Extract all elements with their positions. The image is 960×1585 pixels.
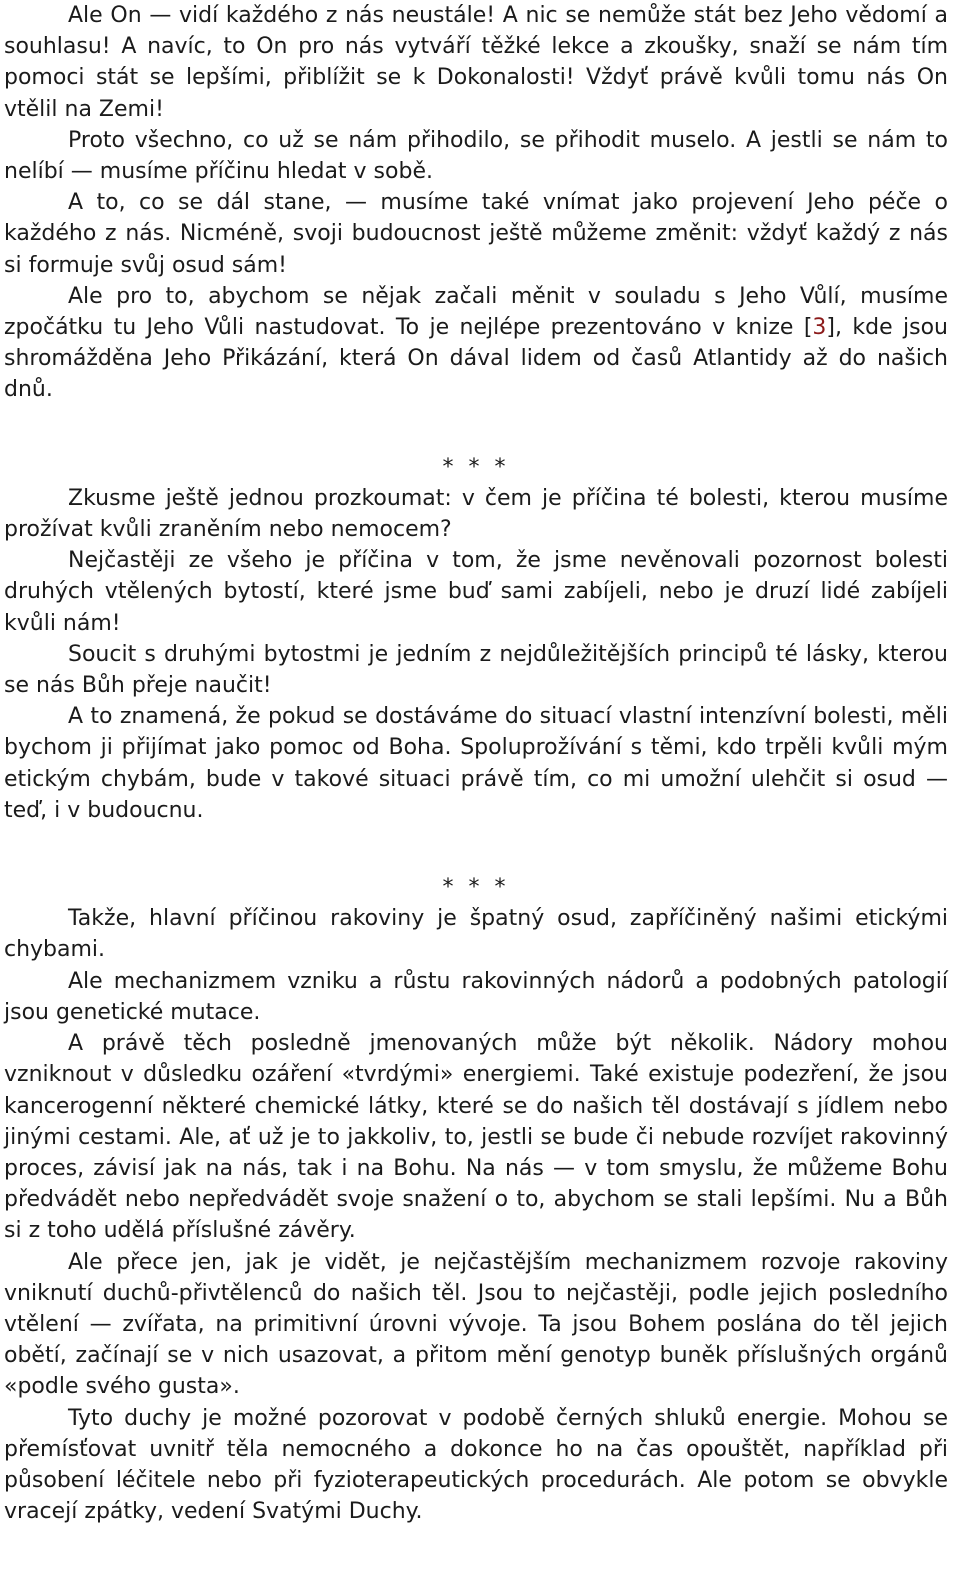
paragraph: Ale On — vidí každého z nás neustále! A nic se nemůže stát bez Jeho vědomí a souhlasu! A navíc, to On pro nás vytváří těžké lekce a zkoušky, snaží se nám tím pomoci stát se lepšími, přiblížit se k Dokonalosti! Vždyť právě kvůli tomu nás On vtělil na Zemi! (4, 3, 948, 122)
paragraph: A to, co se dál stane, — musíme také vnímat jako projevení Jeho péče o každého z nás. Nicméně, svoji budoucnost ještě můžeme změnit: vždyť každý z nás si formuje svůj osud sám! (4, 190, 948, 278)
paragraph: A právě těch posledně jmenovaných může být několik. Nádory mohou vzniknout v důsledku ozáření «tvrdými» energiemi. Také existuje podezření, že jsou kancerogenní některé chemické látky, které se do našich těl dostávají s jídlem nebo jinými cestami. Ale, ať už je to jakkoliv, to, jestli se bude či nebude rozvíjet rakovinný proces, závisí jak na nás, tak i na Bohu. Na nás — v tom smyslu, že můžeme Bohu předvádět nebo nepředvádět svoje snažení o to, abychom se stali lepšími. Nu a Bůh si z toho udělá příslušné závěry. (4, 1031, 948, 1244)
paragraph: Proto všechno, co už se nám přihodilo, se přihodit muselo. A jestli se nám to nelíbí — musíme příčinu hledat v sobě. (4, 127, 948, 185)
paragraph: Ale mechanizmem vzniku a růstu rakovinných nádorů a podobných patologií jsou genetické mutace. (4, 968, 948, 1025)
paragraph: Soucit s druhými bytostmi je jedním z nejdůležitějších principů té lásky, kterou se nás Bůh přeje naučit! (4, 641, 948, 699)
reference-link[interactable]: 3 (812, 315, 827, 341)
paragraph (4, 281, 948, 406)
paragraph: Nejčastěji ze všeho je příčina v tom, že jsme nevěnovali pozornost bolesti druhých vtělených bytostí, které jsme buď sami zabíjeli, nebo je druzí lidé zabíjeli kvůli nám! (4, 548, 948, 636)
section-separator: * * * (442, 454, 510, 480)
section-gap (4, 406, 948, 452)
section-separator: * * * (442, 875, 510, 901)
paragraph: Takže, hlavní příčinou rakoviny je špatný osud, zapříčiněný našimi etickými chybami. (4, 906, 948, 963)
paragraph: A to znamená, že pokud se dostáváme do situací vlastní intenzívní bolesti, měli bychom ji přijímat jako pomoc od Boha. Spoluprožívání s těmi, kdo trpěli kvůli mým etickým chybám, bude v takové situaci právě tím, co mi umožní ulehčit si osud — teď, i v budoucnu. (4, 704, 948, 823)
paragraph: Ale přece jen, jak je vidět, je nejčastějším mechanizmem rozvoje rakoviny vniknutí duchů-přivtělenců do našich těl. Jsou to nejčastěji, podle jejich posledního vtělení — zvířata, na primitivní úrovni vývoje. Ta jsou Bohem poslána do těl jejich obětí, začínají se v nich usazovat, a přitom mění genotyp buněk příslušných orgánů «podle svého gusta». (4, 1249, 948, 1400)
paragraph-text: ], kde jsou shromážděna Jeho Přikázání, která On dával lidem od časů Atlantidy až do našich dnů. (4, 315, 948, 403)
paragraph-text: Ale pro to, abychom se nějak začali měnit v souladu s Jeho Vůlí, musíme zpočátku tu Jeho Vůli nastudovat. To je nejlépe prezentováno v knize [ (4, 283, 948, 341)
section-gap (4, 826, 948, 872)
paragraph: Zkusme ještě jednou prozkoumat: v čem je příčina té bolesti, kterou musíme prožívat kvůli zraněním nebo nemocem? (4, 485, 948, 543)
paragraph: Tyto duchy je možné pozorovat v podobě černých shluků energie. Mohou se přemísťovat uvnitř těla nemocného a dokonce ho na čas opouštět, například při působení léčitele nebo při fyzioterapeutických procedurách. Ale potom se obvykle vracejí zpátky, vedení Svatými Duchy. (4, 1405, 948, 1525)
